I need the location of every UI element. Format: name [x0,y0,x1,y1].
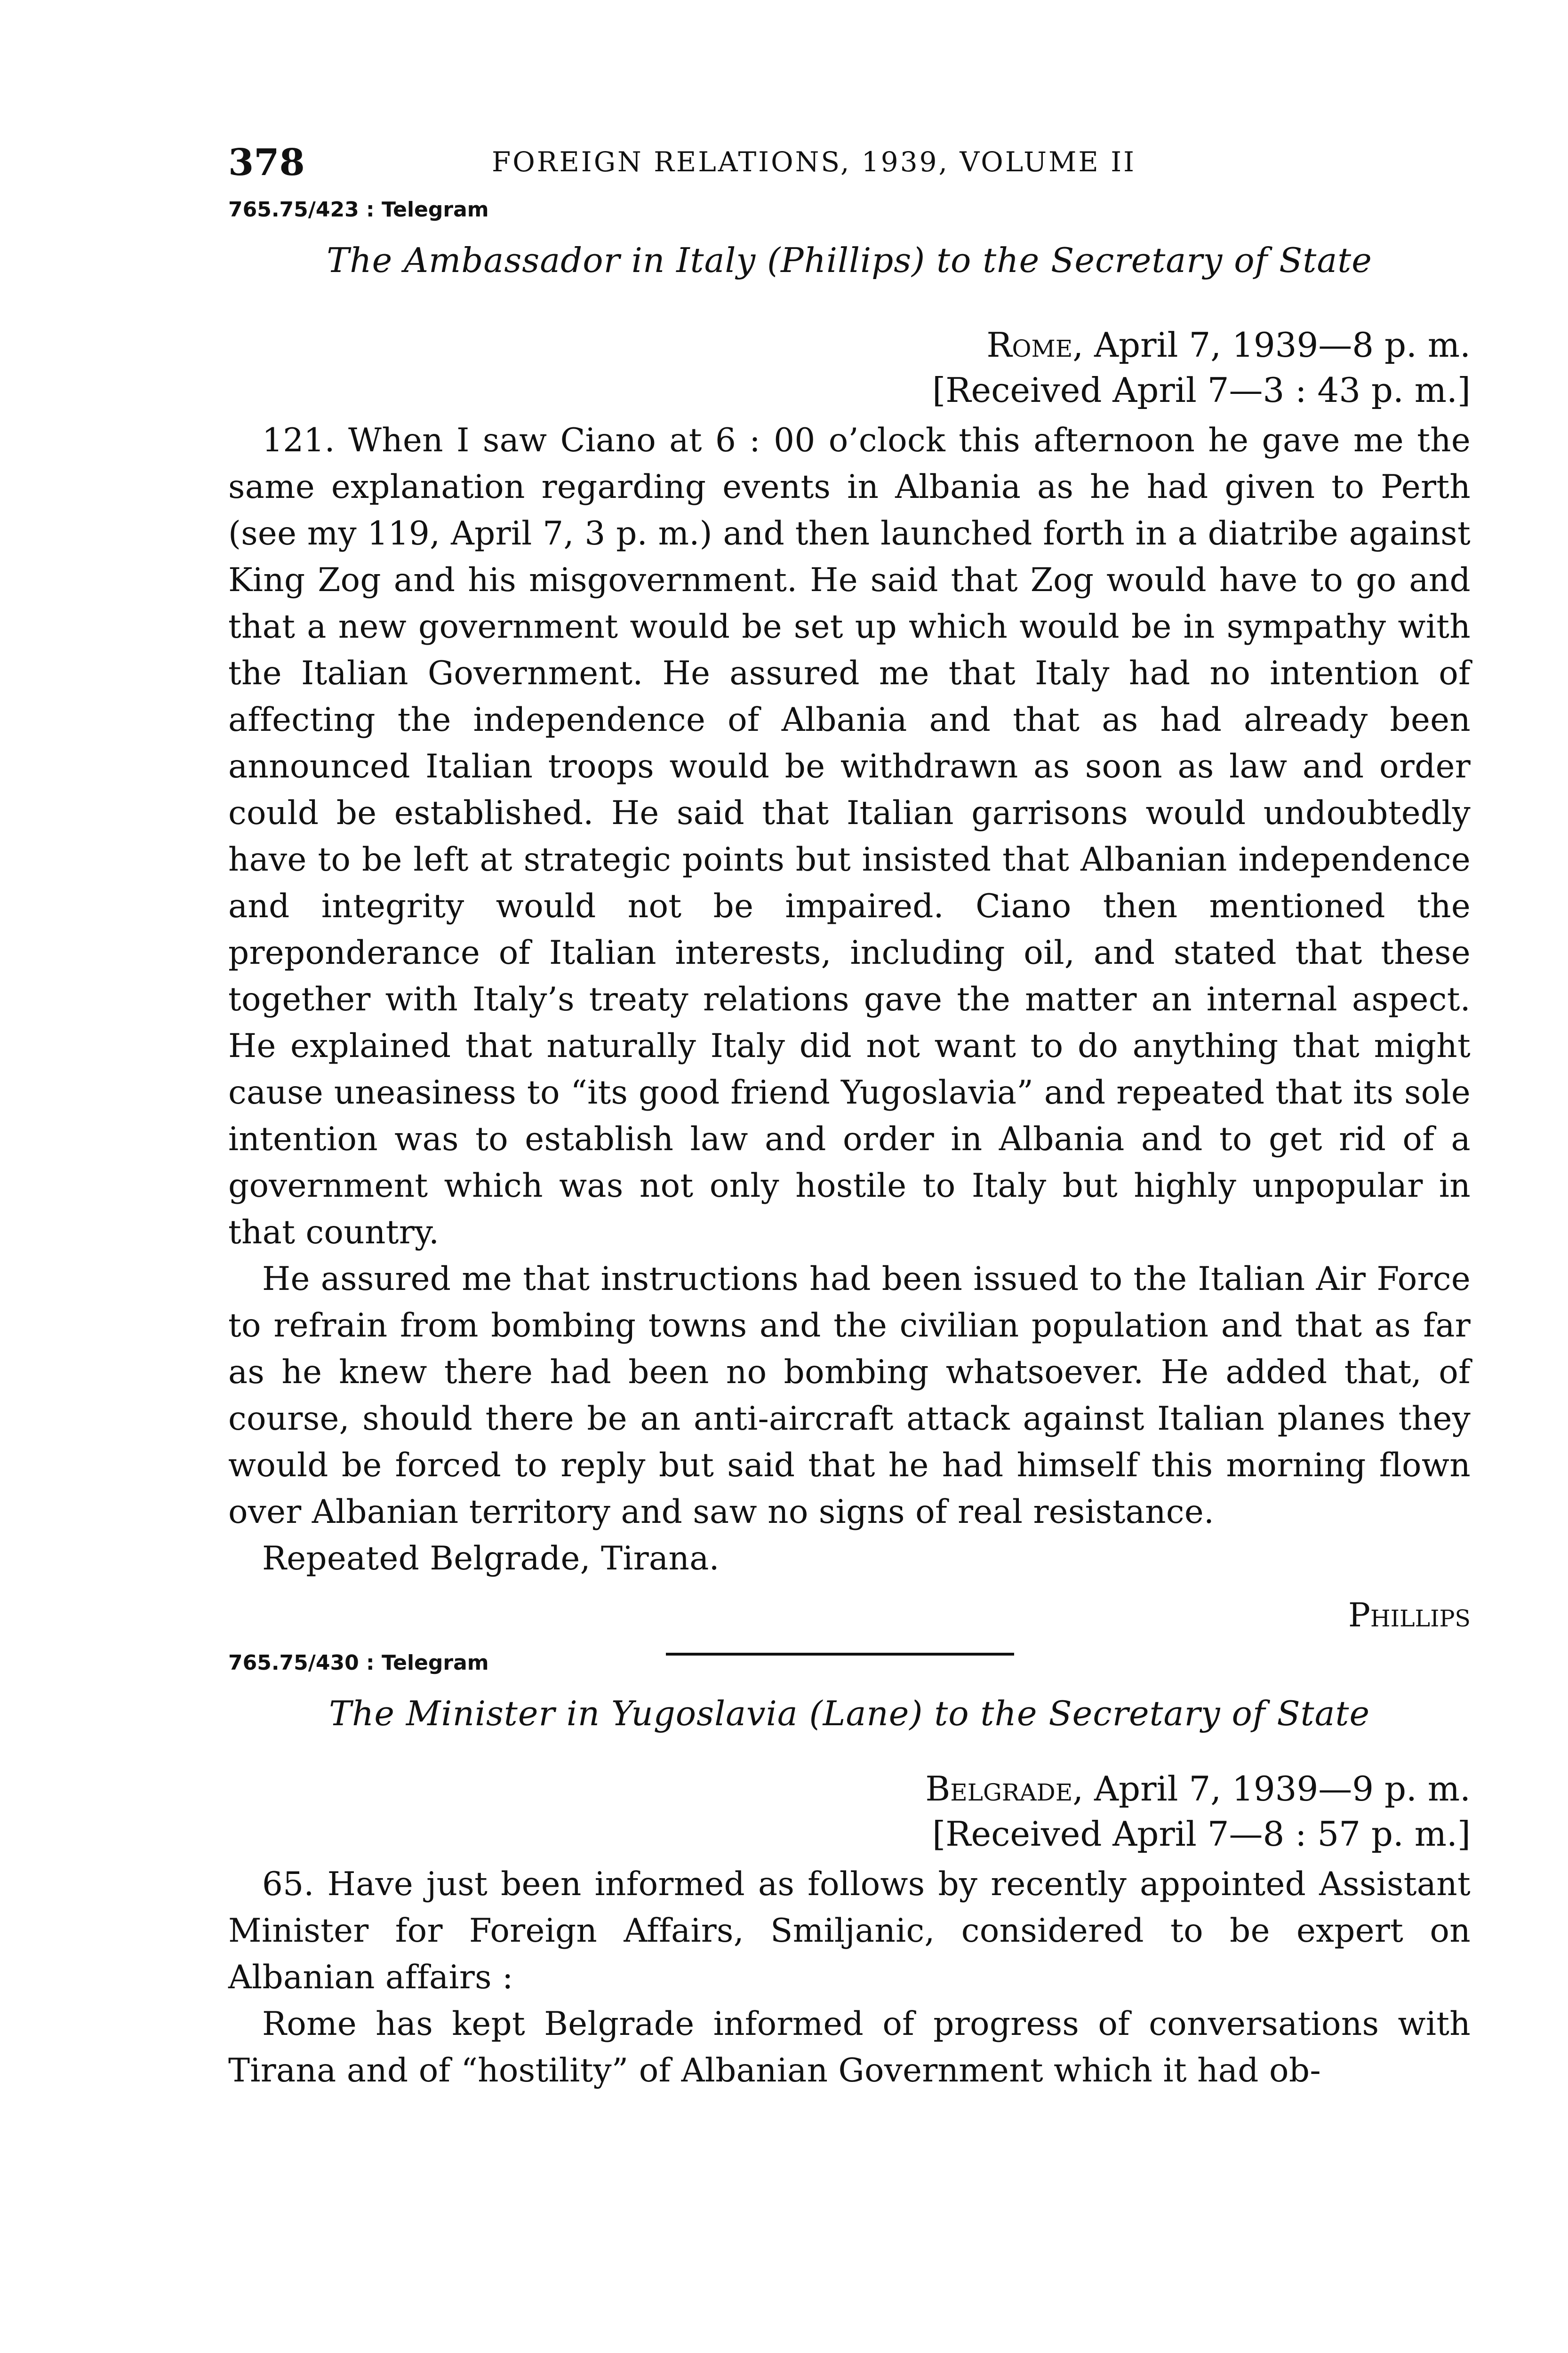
body-paragraph: Repeated Belgrade, Tirana. [262,1540,720,1577]
file-reference: 765.75/423 : Telegram [228,198,489,222]
dateline-received: [Received April 7—8 : 57 p. m.] [932,1814,1471,1854]
dateline-sent [228,1766,1471,1811]
dateline-received: [Received April 7—3 : 43 p. m.] [932,370,1471,410]
document-heading: The Ambassador in Italy (Phillips) to the Secretary of State [327,240,1372,280]
dateline-city: Rome, [986,325,1084,365]
dateline [228,1766,1471,1857]
document-page [228,141,1471,2094]
body-paragraph: 65. Have just been informed as follows by recently appointed Assistant Minister for Foreign Affairs, Smiljanic, considered to be expert on Albanian affairs : [228,1865,1471,1996]
running-title: FOREIGN RELATIONS, 1939, VOLUME II [492,146,1136,178]
body-paragraph: Rome has kept Belgrade informed of progress of conversations with Tirana and of “hostility” of Albanian Government which it had ob- [228,2005,1471,2089]
body-paragraph: 121. When I saw Ciano at 6 : 00 o’clock this afternoon he gave me the same explanation regarding events in Albania as he had given to Perth (see my 119, April 7, 3 p. m.) and then launched forth in a diatribe against King Zog and his misgovernment. He said that Zog would have to go and that a new government would be set up which would be in sympathy with the Italian Government. He assured me that Italy had no intention of affecting the independence of Albania and that as had already been announced Italian troops would be withdrawn as soon as law and order could be established. He said that Italian garrisons would undoubtedly have to be left at strategic points but insisted that Albanian independence and integrity would not be impaired. Ciano then mentioned the preponderance of Italian interests, including oil, and stated that these together with Italy’s treaty relations gave the matter an internal aspect. He explained that naturally Italy did not want to do anything that might cause uneasiness to “its good friend Yugoslavia” and repeated that its sole intention was to establish law and order in Albania and to get rid of a government which was not only hostile to Italy but highly unpopular in that country. [228,422,1471,1251]
dateline-sent-time: April 7, 1939—8 p. m. [1083,325,1471,365]
dateline [228,322,1471,413]
document-heading: The Minister in Yugoslavia (Lane) to the Secretary of State [328,1694,1370,1733]
dateline-sent-time: April 7, 1939—9 p. m. [1083,1769,1471,1809]
dateline-city: Belgrade, [925,1769,1084,1809]
document-section [228,1651,1471,2094]
body-paragraph: He assured me that instructions had been issued to the Italian Air Force to refrain from bombing towns and the civilian population and that as far as he knew there had been no bombing whatsoever. He added that, of course, should there be an anti-aircraft attack against Italian planes they would be forced to reply but said that he had himself this morning flown over Albanian territory and saw no signs of real resistance. [228,1260,1471,1531]
dateline-sent [228,322,1471,368]
file-reference: 765.75/430 : Telegram [228,1651,489,1675]
signature: Phillips [1348,1596,1471,1634]
running-head [228,141,1471,193]
page-number: 378 [228,141,305,184]
